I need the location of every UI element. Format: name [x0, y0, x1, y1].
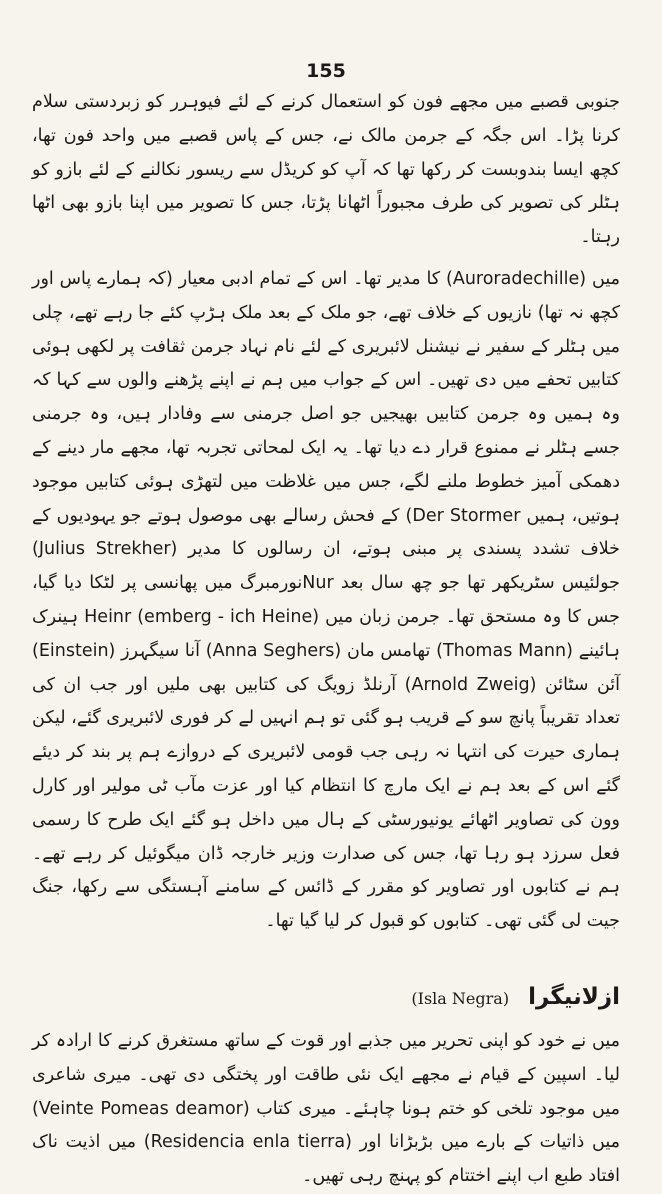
paragraph-spacer [32, 255, 620, 263]
paragraph-writing-resolve: میں نے خود کو اپنی تحریر میں جذبے اور قوت کے ساتھ مستغرق کرنے کا ارادہ کر لیا۔ اسپین کے قیام نے مجھے ایک نئی طاقت اور پختگی دی تھی۔ میری شاعری میں موجود تلخی کو ختم ہونا چاہئے۔ میری کتاب (Veinte Pomeas deamor) میں ذاتیات کے بارے میں بڑبڑانا اور (Residencia enla tierra) میں اذیت ناک افتاد طبع اب اپنے اختتام کو پہنچ رہی تھیں۔ [32, 1030, 620, 1187]
paragraph-german-books: میں (Auroradechille) کا مدیر تھا۔ اس کے تمام ادبی معیار (کہ ہمارے پاس اور کچھ نہ تھا) نازیوں کے خلاف تھے، جو ملک کے بعد ملک ہڑپ کئے جا رہے تھے، چلی میں ہٹلر کے سفیر نے نیشنل لائبریری کے لئے نام نہاد جرمن ثقافت پر لکھی ہوئی کتابیں تحفے میں دی تھیں۔ اس کے جواب میں ہم نے اپنے پڑھنے والوں سے کہا کہ وہ ہمیں وہ جرمن کتابیں بھیجیں جو اصل جرمنی سے وفادار ہیں، وہ جرمنی جسے ہٹلر نے ممنوع قرار دے دیا تھا۔ یہ ایک لمحاتی تجربہ تھا، مجھے مار دینے کے دھمکی آمیز خطوط ملنے لگے، جس میں غلاظت میں لتھڑی ہوئی کتابیں موجود ہوتیں، ہمیں Der Stormer) کے فحش رسالے بھی موصول ہوتے جو یہودیوں کے خلاف تشدد پسندی پر مبنی ہوتے، ان رسالوں کا مدیر (Julius Strekher) جولئیس سٹریکھر تھا جو چھ سال بعد Nurنورمبرگ میں پھانسی پر لٹکا دیا گیا، جس کا وہ مستحق تھا۔ جرمن زبان میں Heinr (emberg - ich Heine) ہینرک ہائینے (Thomas Mann) تھامس مان (Anna Seghers) آنا سیگہرز (Einstein) آئن سٹائن (Arnold Zweig) آرنلڈ زویگ کی کتابیں بھی ملیں اور جب ان کی تعداد تقریباً پانچ سو کے قریب ہو گئی تو ہم انہیں لے کر فوری لائبریری گئے، لیکن ہماری حیرت کی انتہا نہ رہی جب قومی لائبریری کے دروازے ہم پر بند کر دیئے گئے اس کے بعد ہم نے ایک مارچ کا انتظام کیا اور عزت مآب ٹی مولیر اور کارل وون کی تصاویر اٹھائے یونیورسٹی کے ہال میں داخل ہو گئے ایک طرح کا رسمی فعل سرزد ہو رہا تھا، جس کی صدارت وزیر خارجہ ڈان میگوئیل کر رہے تھے۔ ہم نے کتابوں اور تصاویر کو مقرر کے ڈائس کے سامنے آہستگی سے رکھا، جنگ جیت لی گئی تھی۔ کتابوں کو قبول کر لیا گیا تھا۔ [32, 268, 621, 932]
paragraph-telephone-anecdote: جنوبی قصبے میں مجھے فون کو استعمال کرنے کے لئے فیوہرر کو زبردستی سلام کرنا پڑا۔ اس جگہ کے جرمن مالک نے، جس کے پاس قصبے میں واحد فون تھا، کچھ ایسا بندوبست کر رکھا تھا کہ آپ کو کریڈل سے ریسور نکالنے کے لئے بازو کو ہٹلر کی تصویر کی طرف مجبوراً اٹھانا پڑتا، جس کا تصویر میں اپنا بازو بھی اٹھا رہتا۔ [32, 92, 620, 248]
section-spacer [32, 939, 620, 977]
section-heading [32, 977, 620, 1017]
section-heading-urdu: ازلانیگرا [528, 983, 620, 1010]
page-number: 155 [306, 60, 346, 82]
section-heading-latin: (Isla Negra) [411, 988, 510, 1008]
